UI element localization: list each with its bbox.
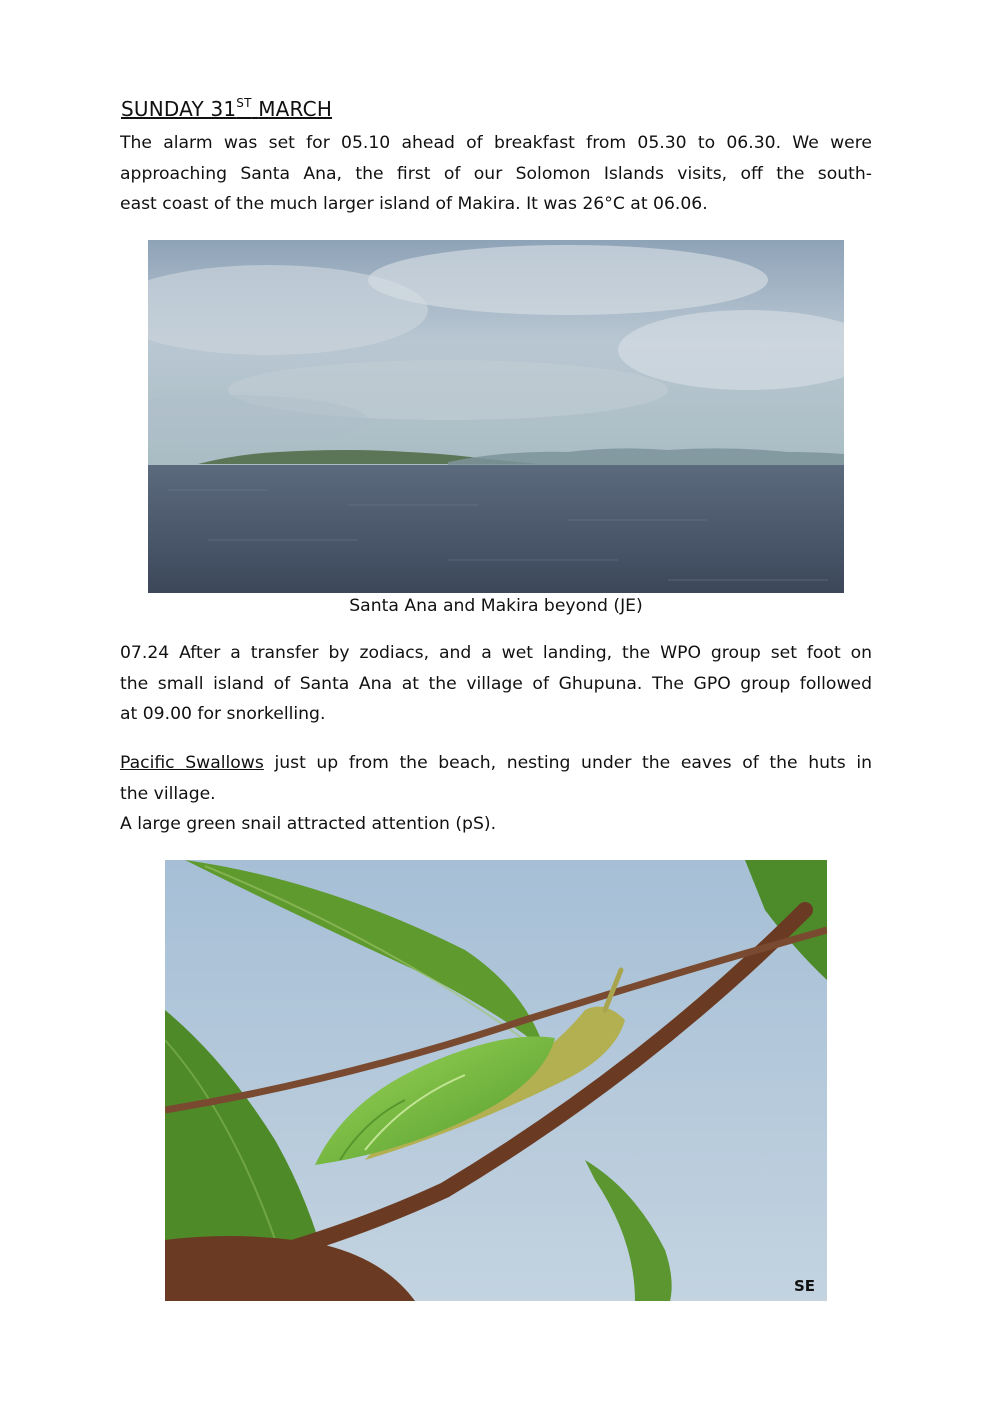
- landing-line: at 09.00 for snorkelling.: [120, 704, 326, 724]
- landing-line: 07.24 After a transfer by zodiacs, and a wet landing, the WPO group set foot on: [120, 643, 872, 663]
- snail-line: A large green snail attracted attention (pS).: [120, 814, 497, 834]
- swallows-paragraph: [120, 748, 872, 840]
- page-heading: [121, 96, 332, 121]
- photo-credit: SE: [793, 1277, 815, 1295]
- santa-ana-photo: [148, 240, 844, 593]
- intro-line: The alarm was set for 05.10 ahead of breakfast from 05.30 to 06.30. We were: [120, 133, 872, 153]
- intro-line: east coast of the much larger island of Makira. It was 26°C at 06.06.: [120, 194, 708, 214]
- heading-day: SUNDAY 31: [121, 97, 237, 121]
- intro-line: approaching Santa Ana, the first of our Solomon Islands visits, off the south-: [120, 163, 872, 184]
- swallows-text: just up from the beach, nesting under the eaves of the huts in: [263, 753, 873, 773]
- heading-ordinal: ST: [236, 96, 252, 110]
- swallows-line: [120, 748, 872, 779]
- intro-paragraph: [120, 128, 872, 220]
- landing-paragraph: [120, 638, 872, 730]
- heading-month: MARCH: [258, 97, 333, 121]
- landing-line: the small island of Santa Ana at the village of Ghupuna. The GPO group followed: [120, 673, 872, 694]
- photo-caption: Santa Ana and Makira beyond (JE): [349, 596, 643, 616]
- swallows-line: the village.: [120, 783, 216, 804]
- species-name: Pacific Swallows: [120, 753, 264, 773]
- snail-image: [165, 860, 827, 1301]
- seascape-image: [148, 240, 844, 593]
- snail-photo: [165, 860, 827, 1301]
